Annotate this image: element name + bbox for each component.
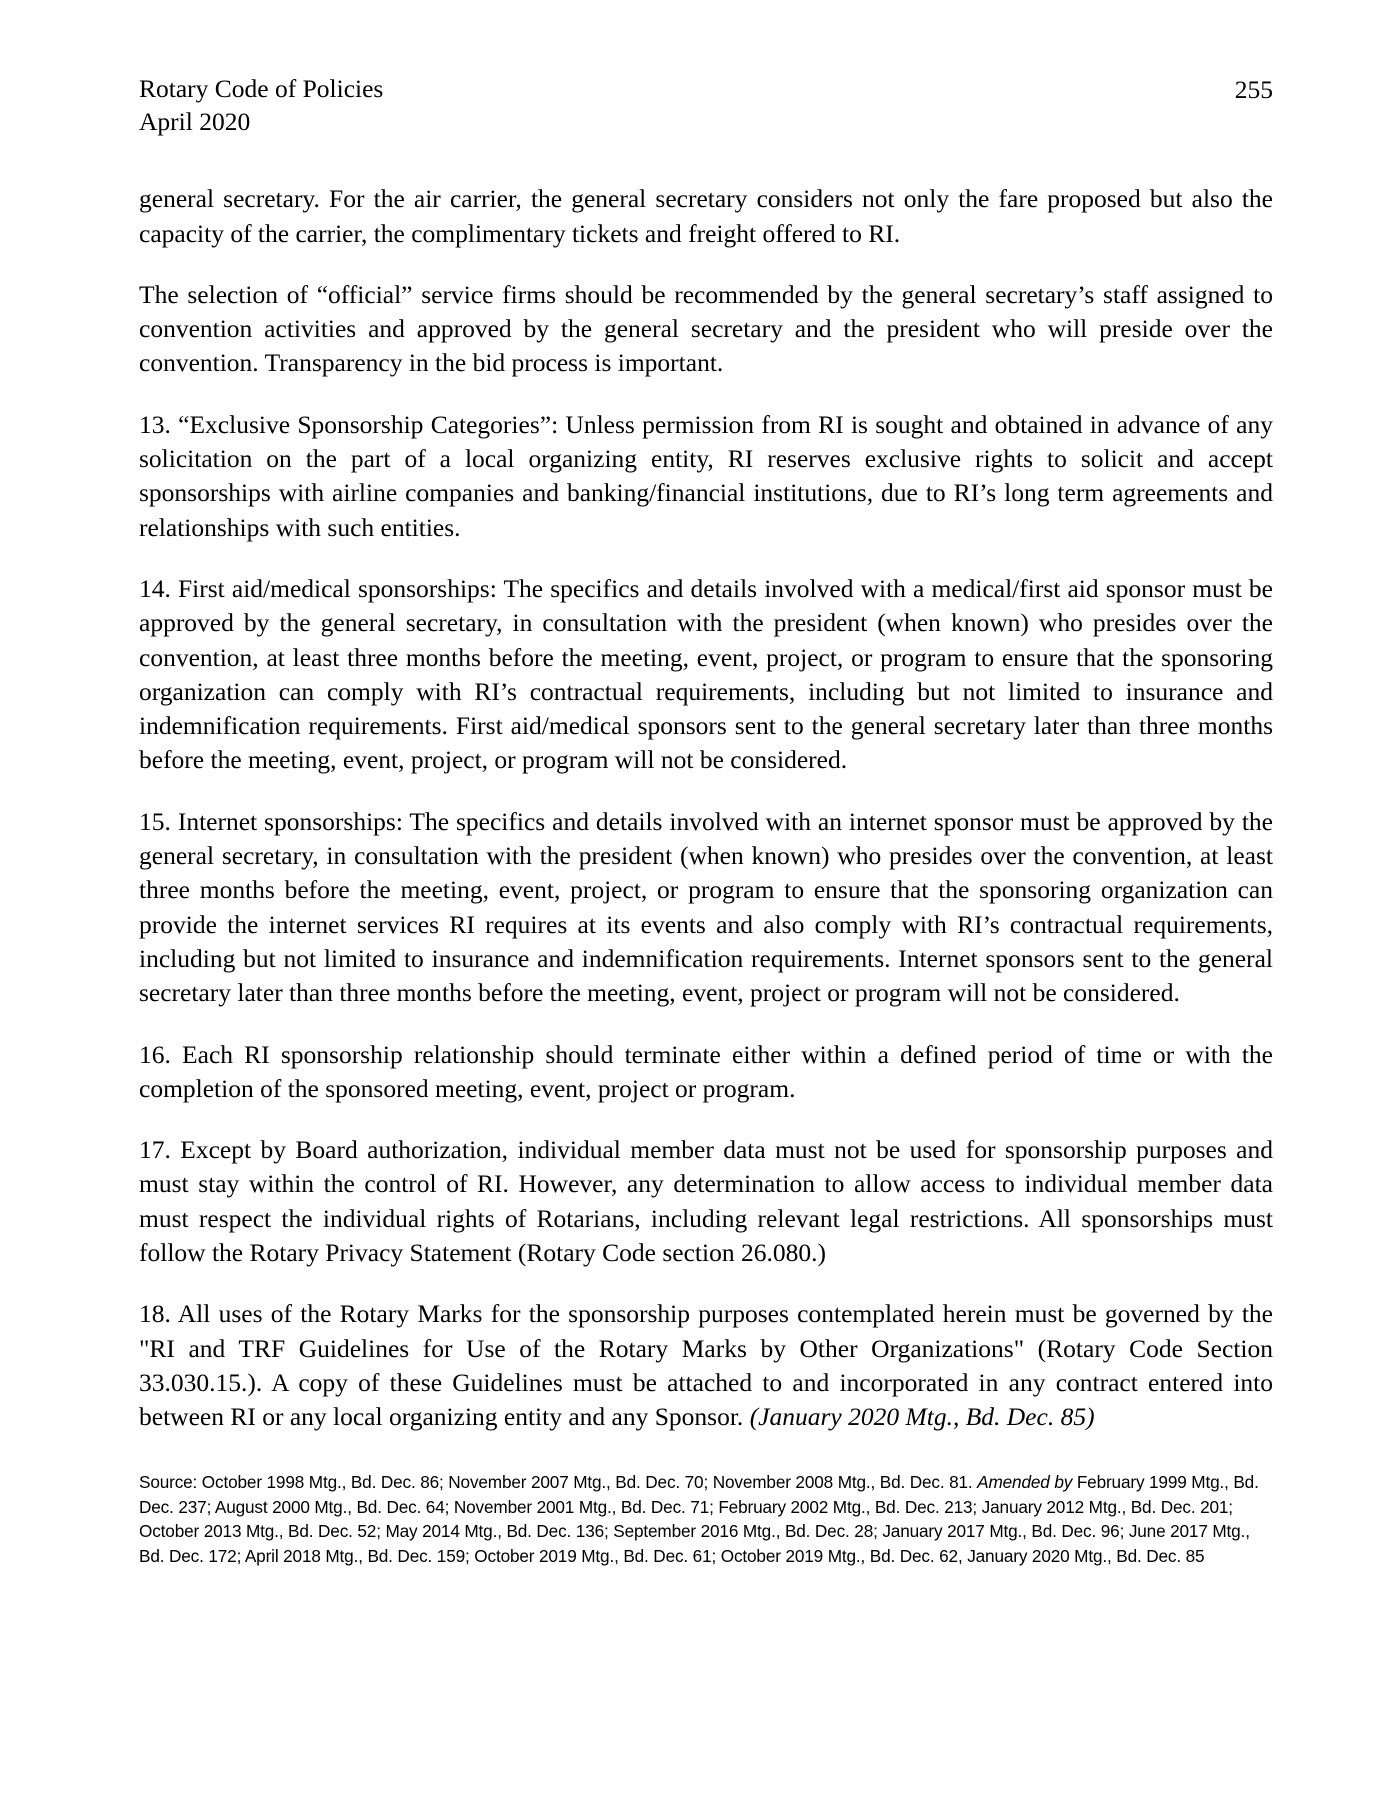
paragraph-18-rotary-marks xyxy=(139,1297,1273,1434)
paragraph-continued-air-carrier: general secretary. For the air carrier, the general secretary considers not only the fare proposed but also the capacity of the carrier, the complimentary tickets and freight offered to RI. xyxy=(139,184,1273,248)
paragraph-18-text: 18. All uses of the Rotary Marks for the sponsorship purposes contemplated herein must be governed by the "RI and TRF Guidelines for Use of the Rotary Marks by Other Organizations" (Rotary Code Section 33.030.15.). A copy of these Guidelines must be attached to and incorporated in any contract entered into between RI or any local organizing entity and any Sponsor. xyxy=(139,1299,1273,1432)
paragraph-17-member-data: 17. Except by Board authorization, individual member data must not be used for sponsorship purposes and must stay within the control of RI. However, any determination to allow access to individual member data must respect the individual rights of Rotarians, including relevant legal restrictions. All sponsorships must follow the Rotary Privacy Statement (Rotary Code section 26.080.) xyxy=(139,1135,1273,1267)
source-tail-text: February 1999 Mtg., Bd. Dec. 237; August 2000 Mtg., Bd. Dec. 64; November 2001 Mtg., Bd. Dec. 71; February 2002 Mtg., Bd. Dec. 213; January 2012 Mtg., Bd. Dec. 201; October 2013 Mtg., Bd. Dec. 52; May 2014 Mtg., Bd. Dec. 136; September 2016 Mtg., Bd. Dec. 28; January 2017 Mtg., Bd. Dec. 96; June 2017 Mtg., Bd. Dec. 172; April 2018 Mtg., Bd. Dec. 159; October 2019 Mtg., Bd. Dec. 61; October 2019 Mtg., Bd. Dec. 62, January 2020 Mtg., Bd. Dec. 85 xyxy=(139,1472,1259,1566)
paragraph-official-service-firms: The selection of “official” service firms should be recommended by the general secretary’s staff assigned to convention activities and approved by the general secretary and the president who will preside over the convention. Transparency in the bid process is important. xyxy=(139,279,1273,378)
source-lead-text: Source: October 1998 Mtg., Bd. Dec. 86; November 2007 Mtg., Bd. Dec. 70; November 2008 Mtg., Bd. Dec. 81. xyxy=(139,1472,978,1493)
source-amended-by-label: Amended by xyxy=(977,1472,1073,1493)
paragraph-14-first-aid-medical-sponsorships: 14. First aid/medical sponsorships: The specifics and details involved with a medical/first aid sponsor must be approved by the general secretary, in consultation with the president (when known) who presides over the convention, at least three months before the meeting, event, project, or program to ensure that the sponsoring organization can comply with RI’s contractual requirements, including but not limited to insurance and indemnification requirements. First aid/medical sponsors sent to the general secretary later than three months before the meeting, event, project, or program will not be considered. xyxy=(139,573,1273,775)
page-number: 255 xyxy=(1234,75,1273,104)
paragraph-15-internet-sponsorships: 15. Internet sponsorships: The specifics and details involved with an internet sponsor must be approved by the general secretary, in consultation with the president (when known) who presides over the convention, at least three months before the meeting, event, project, or program to ensure that the sponsoring organization can provide the internet services RI requires at its events and also comply with RI’s contractual requirements, including but not limited to insurance and indemnification requirements. Internet sponsors sent to the general secretary later than three months before the meeting, event, project or program will not be considered. xyxy=(139,806,1273,1008)
paragraph-16-sponsorship-termination: 16. Each RI sponsorship relationship should terminate either within a defined period of time or with the completion of the sponsored meeting, event, project or program. xyxy=(139,1039,1273,1103)
document-body xyxy=(139,182,1273,1568)
paragraph-18-citation: (January 2020 Mtg., Bd. Dec. 85) xyxy=(749,1402,1095,1432)
page-header xyxy=(139,72,1273,138)
document-title: Rotary Code of Policies xyxy=(139,74,384,103)
paragraph-13-exclusive-sponsorship-categories: 13. “Exclusive Sponsorship Categories”: Unless permission from RI is sought and obtained in advance of any solicitation on the part of a local organizing entity, RI reserves exclusive rights to solicit and accept sponsorships with airline companies and banking/financial institutions, due to RI’s long term agreements and relationships with such entities. xyxy=(139,409,1273,542)
document-date: April 2020 xyxy=(139,107,251,137)
header-left-group xyxy=(139,72,383,138)
source-note xyxy=(139,1470,1273,1568)
